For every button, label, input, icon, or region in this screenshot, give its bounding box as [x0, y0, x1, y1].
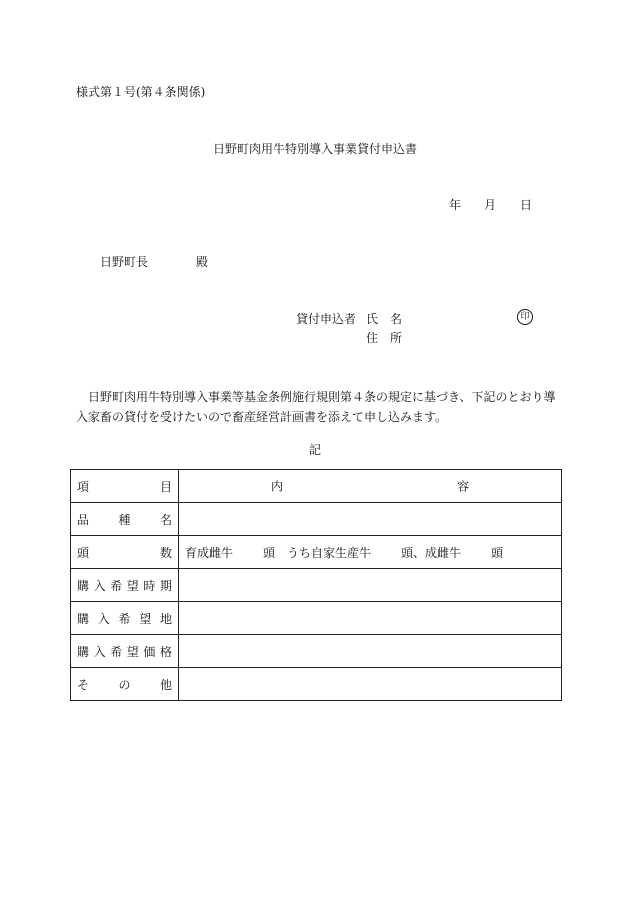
head-count-part: 頭	[491, 545, 504, 560]
form-number: 様式第１号(第４条関係)	[76, 85, 206, 99]
row-value-field[interactable]	[179, 536, 562, 569]
row-value-field[interactable]	[179, 602, 562, 635]
row-value-field[interactable]	[179, 635, 562, 668]
row-value-field[interactable]	[179, 668, 562, 701]
header-content-char-2: 容	[457, 479, 470, 494]
applicant-label: 貸付申込者	[296, 312, 357, 326]
header-content-char-1: 内	[271, 479, 284, 494]
row-label: 購入希望価格	[71, 635, 179, 668]
ki-label: 記	[308, 443, 321, 457]
date-year-label: 年	[449, 198, 462, 212]
table-row	[71, 668, 562, 701]
applicant-name-label: 氏 名	[366, 312, 403, 326]
head-count-part: 頭 うち自家生産牛	[263, 545, 372, 560]
addressee: 日野町長	[100, 255, 149, 269]
head-count-part: 頭、成雌牛	[401, 545, 462, 560]
table-row	[71, 536, 562, 569]
row-value-field[interactable]	[179, 569, 562, 602]
detail-table	[70, 469, 562, 701]
row-label: 購入希望時期	[71, 569, 179, 602]
body-paragraph: 日野町肉用牛特別導入事業等基金条例施行規則第４条の規定に基づき、下記のとおり導入家畜の貸付を受けたいので畜産経営計画書を添えて申し込みます。	[76, 390, 556, 424]
seal-mark: 印	[517, 309, 533, 325]
table-header-row	[71, 470, 562, 503]
table-row	[71, 602, 562, 635]
row-label: 購入希望地	[71, 602, 179, 635]
document-title: 日野町肉用牛特別導入事業貸付申込書	[212, 142, 417, 156]
date-month-label: 月	[484, 198, 497, 212]
table-row	[71, 569, 562, 602]
header-item-cell: 項目	[71, 470, 179, 503]
head-count-part: 育成雌牛	[185, 545, 234, 560]
row-label: その他	[71, 668, 179, 701]
table-row	[71, 635, 562, 668]
table-row	[71, 503, 562, 536]
applicant-address-label: 住 所	[366, 331, 403, 345]
header-content-cell	[179, 470, 562, 503]
row-label: 頭数	[71, 536, 179, 569]
date-day-label: 日	[520, 198, 533, 212]
row-value-field[interactable]	[179, 503, 562, 536]
row-label: 品種名	[71, 503, 179, 536]
honorific: 殿	[196, 255, 209, 269]
